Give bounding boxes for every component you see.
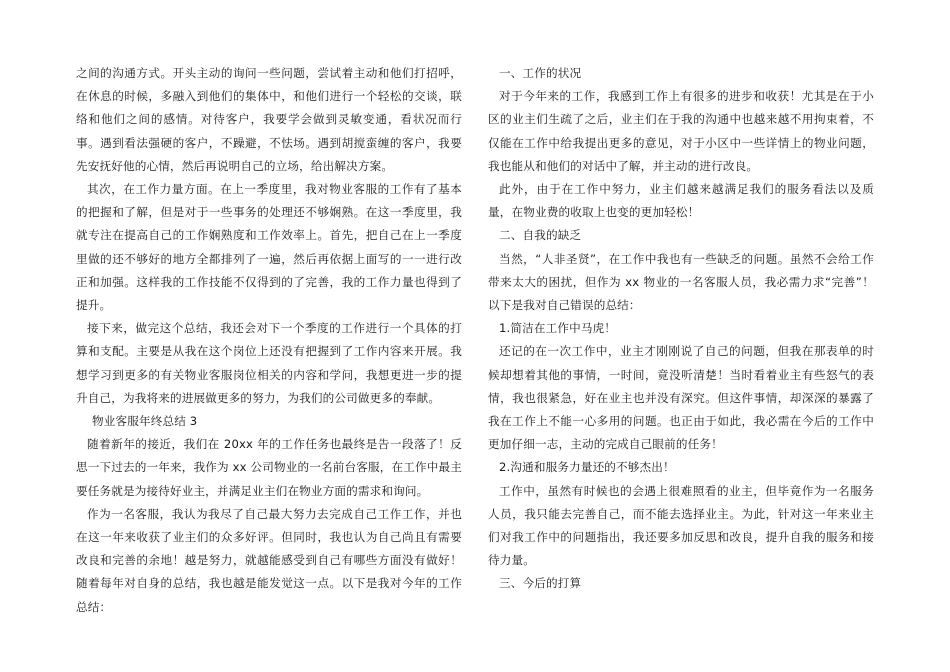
paragraph-communication: 之间的沟通方式。开头主动的询问一些问题，尝试着主动和他们打招呼，在休息的时候，多融入到他们的集体中，和他们进行一个轻松的交谈，联络和他们之间的感情。对待客户，我要学会做到灵敏变通，看状况而行事。遇到看法强硬的客户，不躁避，不怯场。遇到胡搅蛮缠的客户，我要先安抚好他的心情，然后再说明自己的立场，给出解决方案。 [76, 66, 462, 173]
subheading-careless: 1.简洁在工作中马虎！ [499, 321, 617, 336]
paragraph-as-customer-service: 作为一名客服，我认为我尽了自己最大努力去完成自己工作工作，并也在这一年来收获了业主们的众多好评。但同时，我也认为自己尚且有需要改良和完善的余地！越是努力，就越能感受到自己有哪些方面没有做好！随着每年对自身的总结，我也越是能发觉这一点。以下是我对今年的工作总结： [76, 506, 462, 614]
paragraph-work-ability: 其次，在工作力量方面。在上一季度里，我对物业客服的工作有了基本的把握和了解，但是对于一些事务的处理还不够娴熟。在这一季度里，我就专注在提高自己的工作娴熟度和工作效率上。首先，把自己在上一季度里做的还不够好的地方全都排列了一遍，然后再依据上面写的一一进行改正和加强。这样我的工作技能不仅得到的了完善，我的工作力量也得到了提升。 [76, 182, 462, 313]
right-column [488, 62, 874, 596]
paragraph-satisfaction: 此外，由于在工作中努力，业主们越来越满足我们的服务看法以及质量，在物业费的收取上也变的更加轻松！ [488, 182, 874, 220]
subheading-communication: 2.沟通和服务力量还的不够杰出！ [499, 460, 675, 475]
heading-shortcomings: 二、自我的缺乏 [499, 228, 582, 243]
paragraph-new-year: 随着新年的接近，我们在 20xx 年的工作任务也最终是告一段落了！反思一下过去的一年来，我作为 xx 公司物业的一名前台客服，在工作中最主要任务就是为接待好业主，并满足业主们在物业方面的需求和询问。 [76, 437, 462, 498]
section-title: 物业客服年终总结 3 [92, 414, 198, 429]
paragraph-next-plan: 接下来，做完这个总结，我还会对下一个季度的工作进行一个具体的打算和支配。主要是从我在这个岗位上还没有把握到了工作内容来开展。我想学习到更多的有关物业客服岗位相关的内容和学问，我想更进一步的提升自己，为我将来的进展做更多的努力，为我们的公司做更多的奉献。 [76, 321, 462, 405]
left-column [76, 62, 462, 619]
heading-future-plan: 三、今后的打算 [499, 576, 582, 591]
paragraph-service-improve: 工作中，虽然有时候也的会遇上很难照看的业主，但毕竟作为一名服务人员，我只能去完善自己，而不能去选择业主。为此，针对这一年来业主们对我工作中的问题指出，我还要多加反思和改良，提升自我的服务和接待力量。 [488, 483, 874, 568]
paragraph-not-perfect: 当然，“人非圣贤”，在工作中我也有一些缺乏的问题。虽然不会给工作带来太大的困扰，但作为 xx 物业的一名客服人员，我必需力求“完善”！以下是我对自己错误的总结： [488, 251, 874, 313]
heading-work-status: 一、工作的状况 [499, 66, 582, 80]
paragraph-careless-story: 还记的在一次工作中，业主才刚刚说了自己的问题，但我在那表单的时候却想着其他的事情，一时间，竟没听清楚！当时看着业主有些怒气的表情，我也很紧急，好在业主也并没有深究。但这件事情，却深深的暴露了我在工作上不能一心多用的问题。也正由于如此，我必需在今后的工作中更加仔细一志，主动的完成自己眼前的任务！ [488, 344, 874, 452]
paragraph-progress: 对于今年来的工作，我感到工作上有很多的进步和收获！尤其是在于小区的业主们生疏了之后，业主们在于我的沟通中也越来越不用拘束着，不仅能在工作中给我提出更多的意见，对于小区中一些详情上的物业问题，我也能从和他们的对话中了解，并主动的进行改良。 [488, 89, 874, 173]
